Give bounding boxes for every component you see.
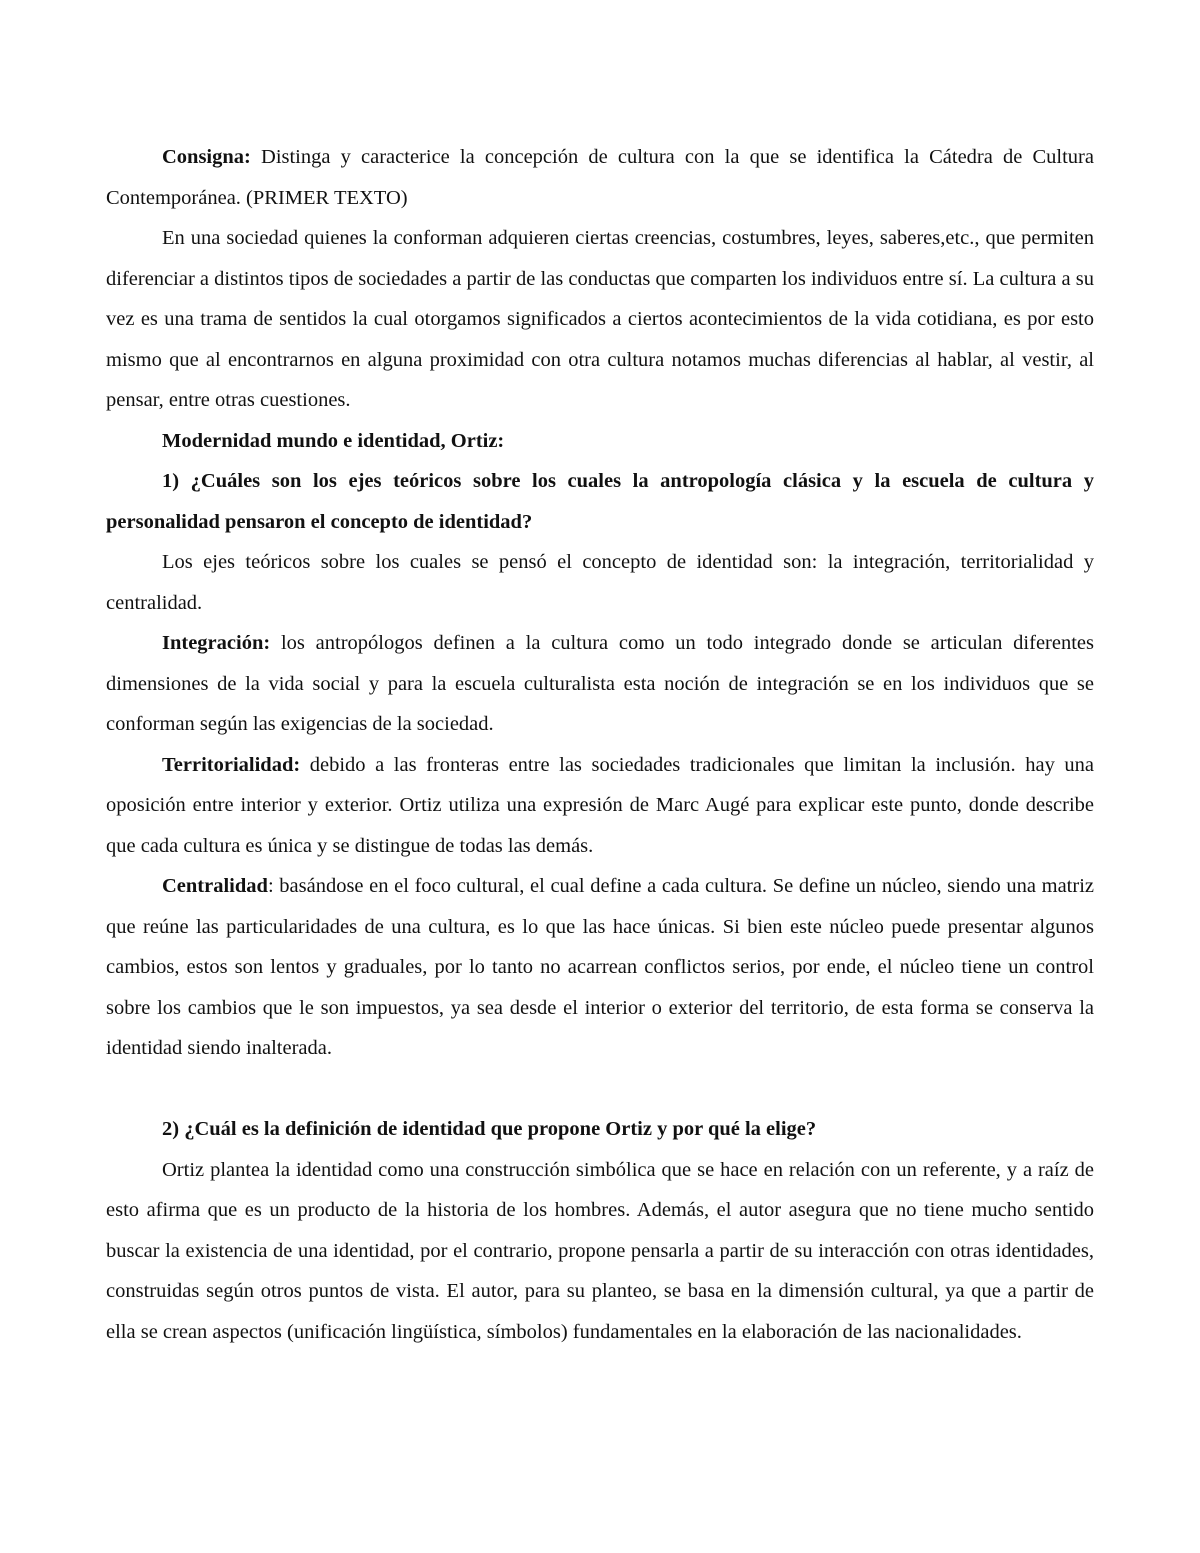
document-page: [106, 137, 1094, 1352]
centralidad-paragraph: [106, 866, 1094, 1069]
section-heading: Modernidad mundo e identidad, Ortiz:: [162, 429, 505, 452]
integracion-label: Integración:: [162, 632, 271, 654]
territorialidad-label: Territorialidad:: [162, 753, 301, 776]
territorialidad-text: debido a las fronteras entre las sociedades tradicionales que limitan la inclusión. hay una oposición entre interior y exterior. Ortiz utiliza una expresión de Marc Augé para explicar este punto, donde describe que cada cultura es única y se distingue de todas las demás.: [106, 753, 1094, 857]
centralidad-text: : basándose en el foco cultural, el cual define a cada cultura. Se define un núcleo, siendo una matriz que reúne las particularidades de una cultura, es lo que las hace únicas. Si bien este núcleo puede presentar algunos cambios, estos son lentos y graduales, por lo tanto no acarrean conflictos serios, por ende, el núcleo tiene un control sobre los cambios que le son impuestos, ya sea desde el interior o exterior del territorio, de esta forma se conserva la identidad siendo inalterada.: [106, 875, 1094, 1059]
integracion-text: los antropólogos definen a la cultura como un todo integrado donde se articulan diferentes dimensiones de la vida social y para la escuela culturalista esta noción de integración se en los individuos que se conforman según las exigencias de la sociedad.: [106, 632, 1094, 735]
consigna-label: Consigna:: [162, 146, 251, 168]
answer-2: Ortiz plantea la identidad como una construcción simbólica que se hace en relación con un referente, y a raíz de esto afirma que es un producto de la historia de los hombres. Además, el autor asegura que no tiene mucho sentido buscar la existencia de una identidad, por el contrario, propone pensarla a partir de su interacción con otras identidades, construidas según otros puntos de vista. El autor, para su planteo, se basa en la dimensión cultural, ya que a partir de ella se crean aspectos (unificación lingüística, símbolos) fundamentales en la elaboración de las nacionalidades.: [106, 1158, 1094, 1343]
consigna-text: Distinga y caracterice la concepción de cultura con la que se identifica la Cátedra de Cultura Contemporánea. (PRIMER TEXTO): [106, 146, 1094, 209]
integracion-paragraph: [106, 623, 1094, 745]
question-1: 1) ¿Cuáles son los ejes teóricos sobre los cuales la antropología clásica y la escuela de cultura y personalidad pensaron el concepto de identidad?: [106, 470, 1094, 533]
paragraph-spacer: [106, 1069, 1094, 1110]
consigna-paragraph: [106, 137, 1094, 218]
question-2: 2) ¿Cuál es la definición de identidad que propone Ortiz y por qué la elige?: [162, 1118, 817, 1140]
intro-paragraph: En una sociedad quienes la conforman adquieren ciertas creencias, costumbres, leyes, saberes,etc., que permiten diferenciar a distintos tipos de sociedades a partir de las conductas que comparten los individuos entre sí. La cultura a su vez es una trama de sentidos la cual otorgamos significados a ciertos acontecimientos de la vida cotidiana, es por esto mismo que al encontrarnos en alguna proximidad con otra cultura notamos muchas diferencias al hablar, al vestir, al pensar, entre otras cuestiones.: [106, 227, 1094, 411]
centralidad-label: Centralidad: [162, 875, 268, 897]
answer-1-intro: Los ejes teóricos sobre los cuales se pensó el concepto de identidad son: la integración, territorialidad y centralidad.: [106, 551, 1094, 614]
territorialidad-paragraph: [106, 745, 1094, 867]
